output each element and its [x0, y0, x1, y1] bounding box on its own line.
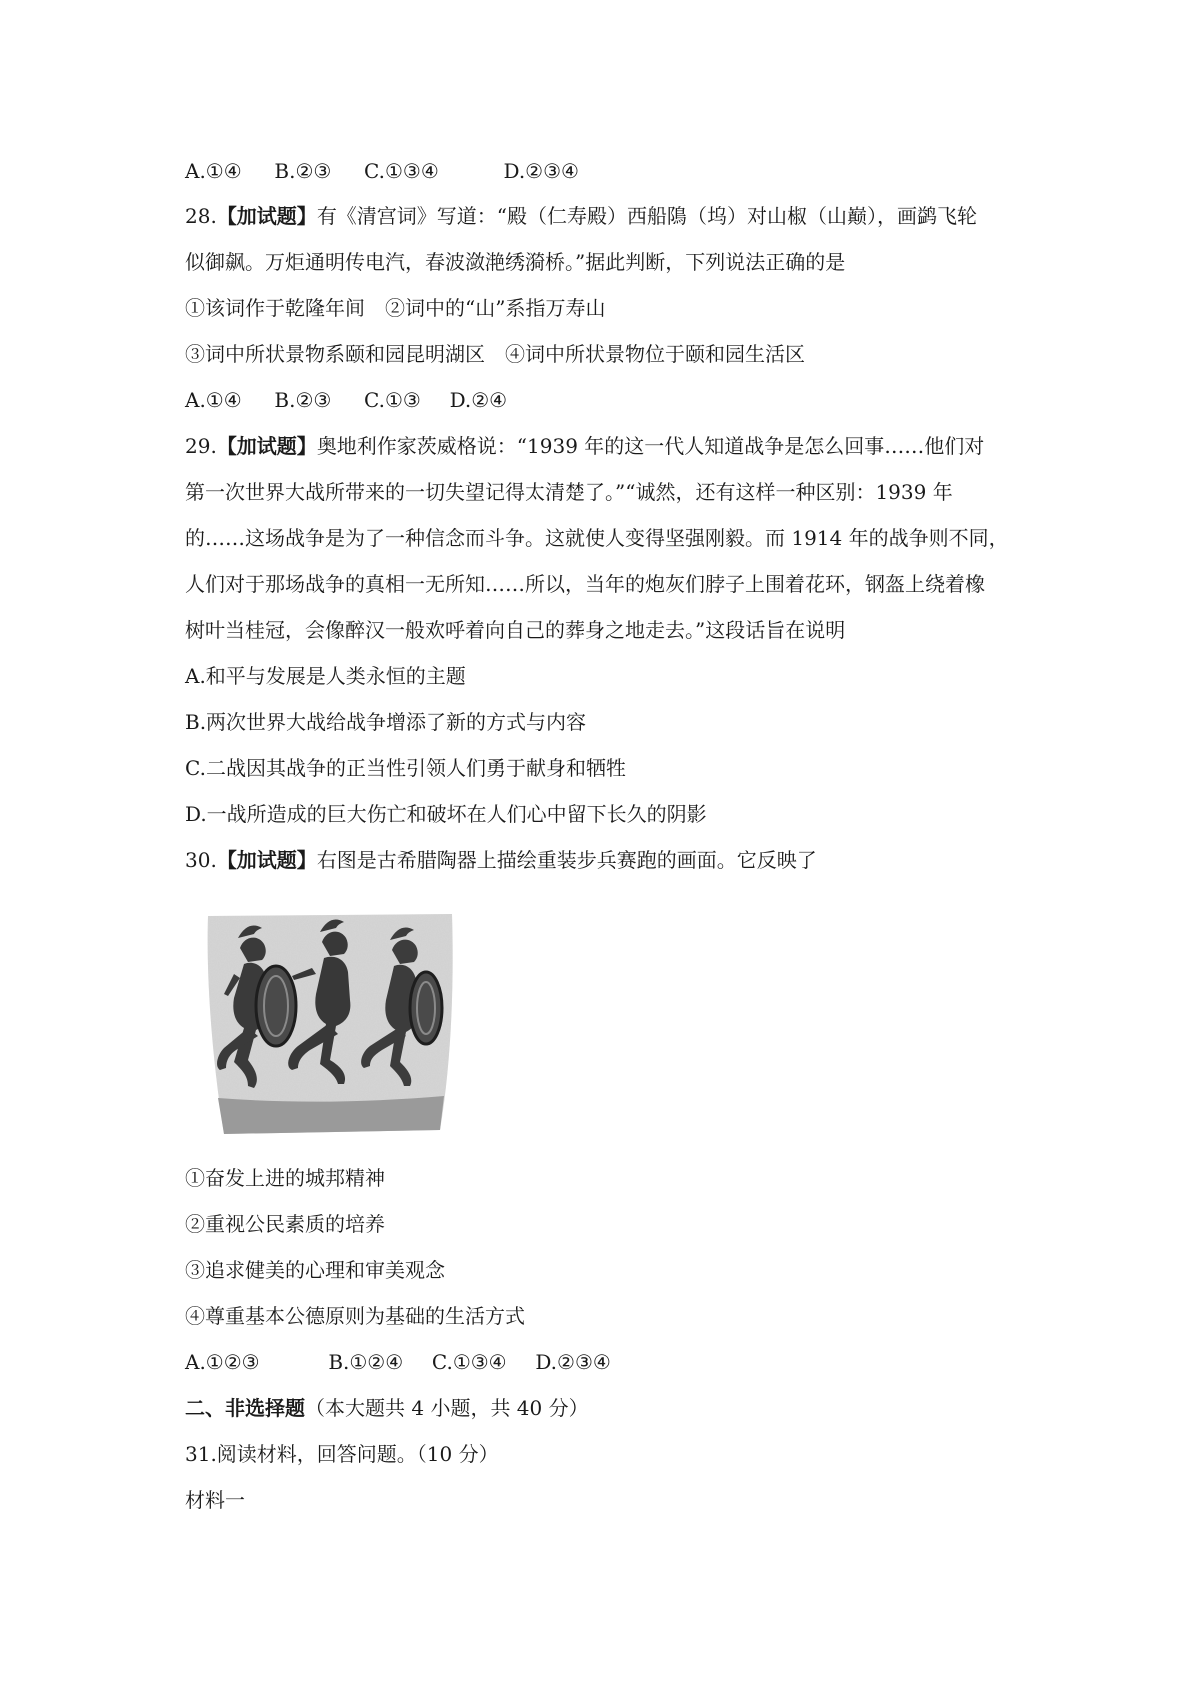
q29-tag: 【加试题】 — [216, 434, 317, 458]
q27-option-c: C.①③④ — [364, 159, 439, 183]
q28-statements-line1: ①该词作于乾隆年间 ②词中的“山”系指万寿山 — [185, 296, 606, 320]
q30-statement-4: ④尊重基本公德原则为基础的生活方式 — [185, 1304, 525, 1328]
q31-material-label: 材料一 — [185, 1488, 245, 1512]
q27-option-d: D.②③④ — [503, 159, 579, 183]
q27-option-a: A.①④ — [185, 159, 242, 183]
q28-number: 28. — [185, 204, 217, 228]
q30-option-b: B.①②④ — [328, 1350, 404, 1374]
q28-option-b: B.②③ — [274, 388, 332, 412]
q30-tag: 【加试题】 — [216, 848, 317, 872]
q30-option-d: D.②③④ — [535, 1350, 611, 1374]
q27-option-b: B.②③ — [274, 159, 332, 183]
q28-tag: 【加试题】 — [216, 204, 317, 228]
q28-options — [185, 386, 507, 414]
q29-stem-line5: 树叶当桂冠，会像醉汉一般欢呼着向自己的葬身之地走去。”这段话旨在说明 — [185, 618, 846, 642]
q28-stem-line2: 似御飙。万炬通明传电汽，春波潋滟绣漪桥。”据此判断，下列说法正确的是 — [185, 250, 846, 274]
q28-option-d: D.②④ — [449, 388, 508, 412]
q30-option-c: C.①③④ — [431, 1350, 507, 1374]
q28-option-c: C.①③ — [364, 388, 421, 412]
section2-note: （本大题共 4 小题，共 40 分） — [305, 1396, 589, 1420]
q28-stem-text1: 有《清宫词》写道：“殿（仁寿殿）西船隝（坞）对山椒（山巅），画鹢飞轮 — [316, 204, 978, 228]
q31-stem: 31.阅读材料，回答问题。（10 分） — [185, 1442, 499, 1466]
q30-option-a: A.①②③ — [185, 1350, 260, 1374]
q30-options — [185, 1348, 611, 1376]
q29-stem-line2: 第一次世界大战所带来的一切失望记得太清楚了。”“诚然，还有这样一种区别：1939 年 — [185, 480, 953, 504]
q30-statement-1: ①奋发上进的城邦精神 — [185, 1166, 385, 1190]
greek-pottery-runners-image — [204, 908, 456, 1140]
q29-option-c: C.二战因其战争的正当性引领人们勇于献身和牺牲 — [185, 756, 626, 780]
section2-heading — [185, 1394, 589, 1422]
q29-option-b: B.两次世界大战给战争增添了新的方式与内容 — [185, 710, 587, 734]
q30-number: 30. — [185, 848, 217, 872]
q30-statement-2: ②重视公民素质的培养 — [185, 1212, 385, 1236]
q28-option-a: A.①④ — [185, 388, 242, 412]
q30-stem-line — [185, 846, 817, 874]
q29-option-d: D.一战所造成的巨大伤亡和破坏在人们心中留下长久的阴影 — [185, 802, 707, 826]
q29-stem-text1: 奥地利作家茨威格说：“1939 年的这一代人知道战争是怎么回事……他们对 — [316, 434, 985, 458]
q28-statements-line2: ③词中所状景物系颐和园昆明湖区 ④词中所状景物位于颐和园生活区 — [185, 342, 805, 366]
q28-stem-line1 — [185, 202, 977, 230]
q30-stem-text: 右图是古希腊陶器上描绘重装步兵赛跑的画面。它反映了 — [316, 848, 817, 872]
q30-statement-3: ③追求健美的心理和审美观念 — [185, 1258, 445, 1282]
q29-stem-line1 — [185, 432, 984, 460]
q27-options — [185, 157, 579, 185]
q29-stem-line4: 人们对于那场战争的真相一无所知……所以，当年的炮灰们脖子上围着花环，钢盔上绕着橡 — [185, 572, 985, 596]
q29-stem-line3: 的……这场战争是为了一种信念而斗争。这就使人变得坚强刚毅。而 1914 年的战争则不同， — [185, 526, 1009, 550]
q29-number: 29. — [185, 434, 217, 458]
section2-title: 二、非选择题 — [185, 1396, 305, 1420]
q29-option-a: A.和平与发展是人类永恒的主题 — [185, 664, 466, 688]
